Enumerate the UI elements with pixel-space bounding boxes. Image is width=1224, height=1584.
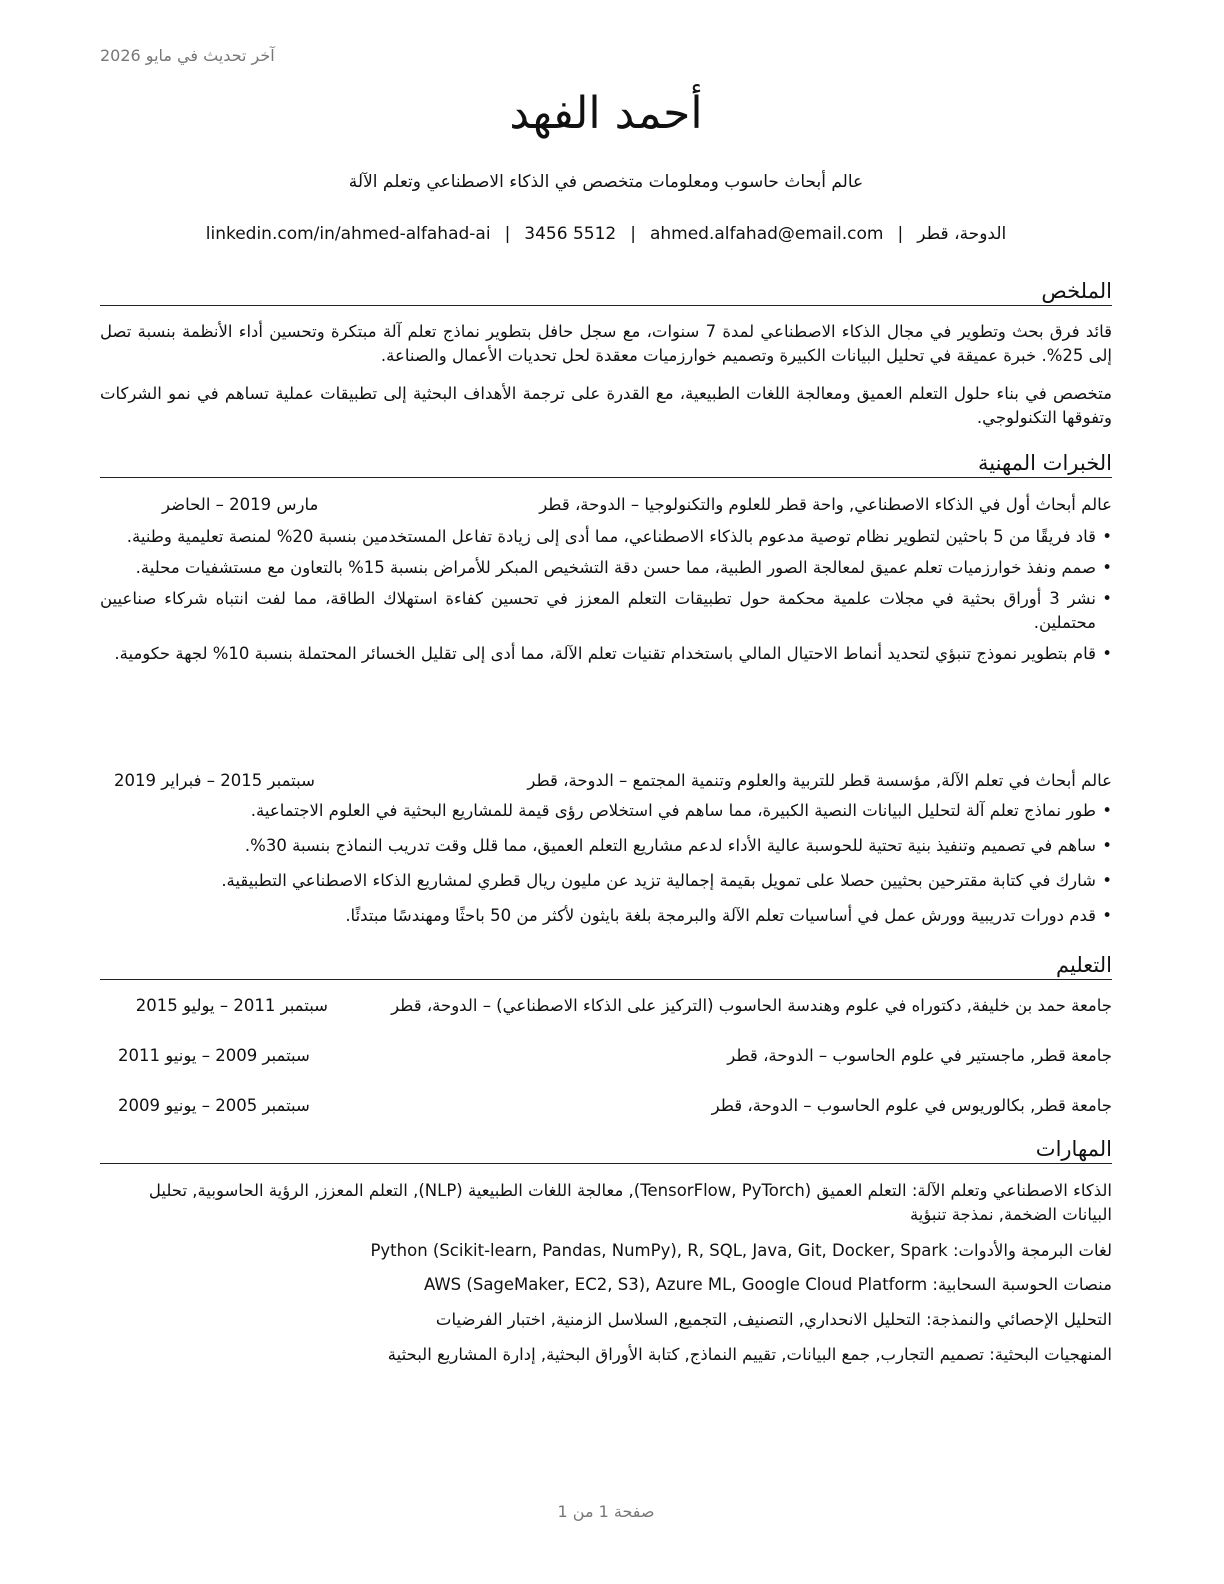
list-item: • قاد فريقًا من 5 باحثين لتطوير نظام توصية مدعوم بالذكاء الاصطناعي، مما أدى إلى زيادة تفاعل المستخدمين بنسبة 20% لمنصة تعليمية وطنية. — [100, 525, 1112, 549]
education-entry — [100, 1044, 1112, 1068]
job-dates: سبتمبر 2015 – فبراير 2019 — [114, 771, 315, 790]
skill-line: لغات البرمجة والأدوات: Python (Scikit-learn, Pandas, NumPy), R, SQL, Java, Git, Docker, Spark — [370, 1241, 1112, 1260]
section-title-education: التعليم — [100, 951, 1112, 980]
job-title: عالم أبحاث في تعلم الآلة, مؤسسة قطر للتربية والعلوم وتنمية المجتمع – الدوحة، قطر — [527, 771, 1112, 790]
section-title-experience: الخبرات المهنية — [100, 449, 1112, 478]
section-title-skills: المهارات — [100, 1135, 1112, 1164]
list-item: • قدم دورات تدريبية وورش عمل في أساسيات تعلم الآلة والبرمجة بلغة بايثون لأكثر من 50 باحثًا ومهندسًا مبتدئًا. — [100, 904, 1112, 928]
education-dates: سبتمبر 2005 – يونيو 2009 — [118, 1096, 310, 1115]
job-title: عالم أبحاث أول في الذكاء الاصطناعي, واحة قطر للعلوم والتكنولوجيا – الدوحة، قطر — [539, 495, 1112, 514]
education-heading: جامعة قطر, بكالوريوس في علوم الحاسوب – الدوحة، قطر — [711, 1096, 1112, 1115]
last-updated: آخر تحديث في مايو 2026 — [100, 46, 275, 65]
summary-paragraph: متخصص في بناء حلول التعلم العميق ومعالجة اللغات الطبيعية، مع القدرة على ترجمة الأهداف البحثية إلى تطبيقات عملية تساهم في نمو الشركات وتفوقها التكنولوجي. — [100, 384, 1112, 427]
contact-linkedin[interactable]: linkedin.com/in/ahmed-alfahad-ai — [205, 224, 491, 244]
job-bullets — [100, 525, 1112, 666]
contact-separator: | — [897, 224, 904, 244]
list-item: • قام بتطوير نموذج تنبؤي لتحديد أنماط الاحتيال المالي باستخدام تقنيات تعلم الآلة، مما أدى إلى تقليل الخسائر المحتملة بنسبة 10% لجهة حكومية. — [100, 642, 1112, 666]
list-item: • ساهم في تصميم وتنفيذ بنية تحتية للحوسبة عالية الأداء لدعم مشاريع التعلم العميق، مما قلل وقت تدريب النماذج بنسبة 30%. — [100, 834, 1112, 858]
contact-location: الدوحة، قطر — [917, 224, 1007, 244]
section-title-summary: الملخص — [100, 277, 1112, 306]
contact-phone: 3456 5512 — [524, 224, 617, 244]
contact-separator: | — [630, 224, 636, 244]
skill-line: الذكاء الاصطناعي وتعلم الآلة: التعلم العميق (TensorFlow, PyTorch), معالجة اللغات الطبيعية (NLP), التعلم المعزز, الرؤية الحاسوبية, تحليل البيانات الضخمة, نمذجة تنبؤية — [148, 1181, 1112, 1224]
summary-paragraph: قائد فرق بحث وتطوير في مجال الذكاء الاصطناعي لمدة 7 سنوات، مع سجل حافل بتطوير نماذج تعلم آلة مبتكرة وتحسين أداء الأنظمة بنسبة تصل إلى 25%. خبرة عميقة في تحليل البيانات الكبيرة وتصميم خوارزميات معقدة لحل تحديات الأعمال والصناعة. — [100, 322, 1112, 365]
list-item: • شارك في كتابة مقترحين بحثيين حصلا على تمويل بقيمة إجمالية تزيد عن مليون ريال قطري لمشاريع الذكاء الاصطناعي التطبيقية. — [100, 869, 1112, 893]
education-heading: جامعة قطر, ماجستير في علوم الحاسوب – الدوحة، قطر — [727, 1046, 1112, 1065]
contact-email[interactable]: ahmed.alfahad@email.com — [649, 224, 884, 244]
contact-line — [100, 224, 1112, 244]
skill-line: منصات الحوسبة السحابية: AWS (SageMaker, EC2, S3), Azure ML, Google Cloud Platform — [423, 1275, 1112, 1294]
list-item: • صمم ونفذ خوارزميات تعلم عميق لمعالجة الصور الطبية، مما حسن دقة التشخيص المبكر للأمراض بنسبة 15% بالتعاون مع مستشفيات محلية. — [100, 556, 1112, 580]
list-item: • طور نماذج تعلم آلة لتحليل البيانات النصية الكبيرة، مما ساهم في استخلاص رؤى قيمة للمشاريع البحثية في العلوم الاجتماعية. — [100, 799, 1112, 823]
tagline: عالم أبحاث حاسوب ومعلومات متخصص في الذكاء الاصطناعي وتعلم الآلة — [348, 172, 864, 192]
education-dates: سبتمبر 2009 – يونيو 2011 — [118, 1046, 310, 1065]
skill-line: المنهجيات البحثية: تصميم التجارب, جمع البيانات, تقييم النماذج, كتابة الأوراق البحثية, إدارة المشاريع البحثية — [387, 1345, 1112, 1364]
job-heading — [100, 493, 1112, 517]
list-item: • نشر 3 أوراق بحثية في مجلات علمية محكمة حول تطبيقات التعلم المعزز في تحسين كفاءة استهلاك الطاقة، مما لفت انتباه شركاء صناعيين محتملين. — [100, 587, 1112, 635]
page-number: صفحة 1 من 1 — [557, 1502, 655, 1521]
skill-line: التحليل الإحصائي والنمذجة: التحليل الانحداري, التصنيف, التجميع, السلاسل الزمنية, اختبار الفرضيات — [435, 1310, 1112, 1329]
education-entry — [100, 1094, 1112, 1118]
person-name: أحمد الفهد — [509, 88, 703, 139]
contact-separator: | — [504, 224, 511, 244]
job-bullets — [100, 799, 1112, 928]
job-heading — [100, 769, 1112, 793]
education-dates: سبتمبر 2011 – يوليو 2015 — [135, 996, 328, 1015]
resume-page — [100, 0, 1112, 1584]
education-heading: جامعة حمد بن خليفة, دكتوراه في علوم وهندسة الحاسوب (التركيز على الذكاء الاصطناعي) – الدوحة، قطر — [391, 996, 1112, 1015]
job-dates: مارس 2019 – الحاضر — [162, 495, 319, 514]
